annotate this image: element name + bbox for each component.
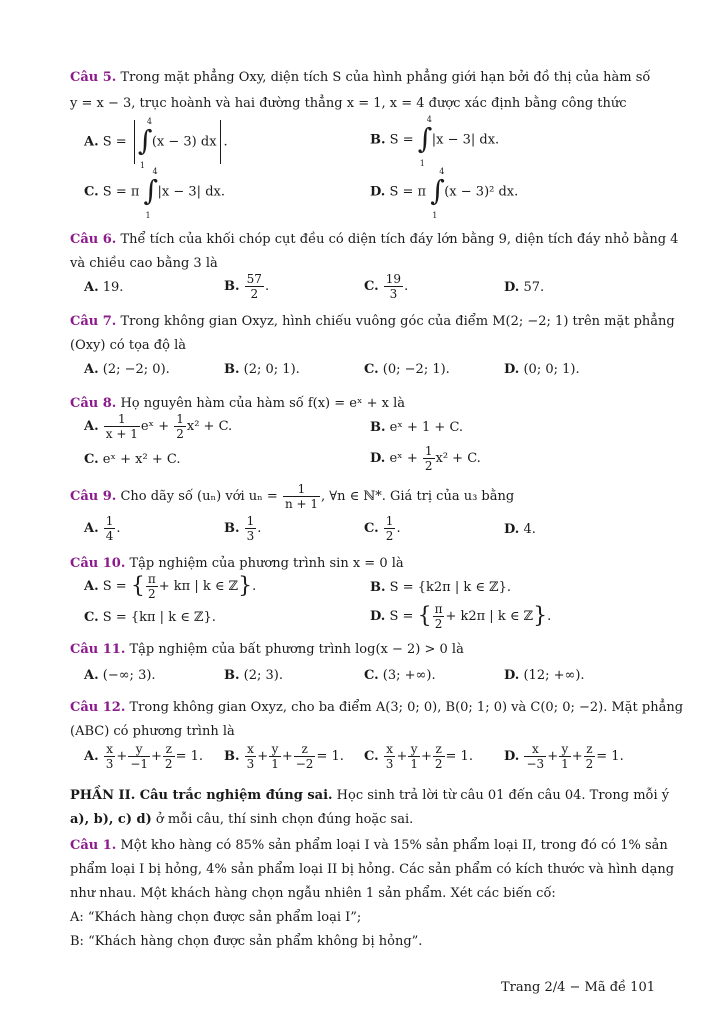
q12-line1: Câu 12. Trong không gian Oxyz, cho ba điểm A(3; 0; 0), B(0; 1; 0) và C(0; 0; −2). Mặt phẳng	[70, 700, 684, 715]
q8-option-d[interactable]: D. eˣ + $\frac{1}{2}$ x² + C.	[370, 444, 481, 473]
q12-label: Câu 12.	[70, 700, 126, 715]
q5-label: Câu 5.	[70, 70, 117, 85]
q9-line1: Câu 9. Cho dãy số (uₙ) với uₙ = $\frac{1}{n + 1}$ , ∀n ∈ ℕ*. Giá trị của u₃ bằng	[70, 482, 515, 511]
abs-bar-right	[220, 120, 221, 164]
q10-line1: Câu 10. Tập nghiệm của phương trình sin x = 0 là	[70, 556, 404, 571]
p2q1-line1: Câu 1. Một kho hàng có 85% sản phẩm loại I và 15% sản phẩm loại II, trong đó có 1% sản	[70, 838, 668, 853]
fraction: $\frac{\pi}{2}$	[434, 602, 443, 631]
fraction: $\frac{1}{n + 1}$	[284, 482, 318, 511]
q5-option-c[interactable]	[84, 167, 225, 220]
q10-label: Câu 10.	[70, 556, 126, 571]
q10-option-b[interactable]: B. S = {k2π | k ∈ ℤ}.	[370, 580, 511, 595]
q7-line2: (Oxy) có tọa độ là	[70, 338, 186, 353]
q8-option-c[interactable]: C. eˣ + x² + C.	[84, 452, 181, 467]
q11-option-b[interactable]: B. (2; 3).	[224, 668, 283, 683]
q7-line1	[70, 314, 675, 330]
q6-label: Câu 6.	[70, 232, 117, 247]
p2q1-line5: B: “Khách hàng chọn được sản phẩm không bị hỏng”.	[70, 934, 423, 949]
q5-d-s: S = π	[389, 184, 427, 200]
q6-option-b[interactable]: B. $\frac{57}{2}$ .	[224, 272, 270, 301]
q7-option-c[interactable]: C. (0; −2; 1).	[364, 362, 450, 377]
q6-line2: và chiều cao bằng 3 là	[70, 256, 218, 271]
q8-option-a[interactable]: A. $\frac{1}{x + 1}$ eˣ + $\frac{1}{2}$ x² + C.	[84, 412, 233, 441]
q7-option-a[interactable]: A. (2; −2; 0).	[84, 362, 170, 377]
q5-a-s: S =	[102, 134, 127, 150]
fraction: $\frac{1}{4}$	[105, 514, 114, 543]
q9-label: Câu 9.	[70, 489, 117, 504]
q5-a-expr: (x − 3) dx	[151, 134, 217, 150]
fraction: $\frac{1}{2}$	[385, 514, 394, 543]
q5-c-expr: |x − 3| dx.	[157, 184, 225, 200]
q7-label: Câu 7.	[70, 314, 117, 329]
q11-option-c[interactable]: C. (3; +∞).	[364, 668, 436, 683]
q5-d-expr: (x − 3)² dx.	[444, 184, 519, 200]
q6-text1: Thể tích của khối chóp cụt đều có diện tích đáy lớn bằng 9, diện tích đáy nhỏ bằng 4	[116, 232, 679, 247]
q5-c-s: S = π	[102, 184, 140, 200]
q5-b-expr: |x − 3| dx.	[431, 132, 500, 148]
q10-option-d[interactable]: D. S = { $\frac{\pi}{2}$ + k2π | k ∈ ℤ}.	[370, 602, 552, 631]
q11-option-a[interactable]: A. (−∞; 3).	[84, 668, 156, 683]
q6-option-d[interactable]: D. 57.	[504, 280, 545, 295]
part2-line1: PHẦN II. Câu trắc nghiệm đúng sai. Học sinh trả lời từ câu 01 đến câu 04. Trong mỗi ý	[70, 788, 670, 803]
q5-line1	[70, 70, 650, 86]
fraction: $\frac{\pi}{2}$	[147, 572, 156, 601]
q9-option-b[interactable]: B. $\frac{1}{3}$ .	[224, 514, 262, 543]
fraction: $\frac{1}{3}$	[246, 514, 255, 543]
q12-line2: (ABC) có phương trình là	[70, 724, 235, 739]
q6-line1	[70, 232, 678, 248]
fraction: $\frac{19}{3}$	[385, 272, 402, 301]
q7-option-d[interactable]: D. (0; 0; 1).	[504, 362, 580, 377]
q5-a-letter: A.	[84, 134, 99, 150]
p2q1-line2: phẩm loại I bị hỏng, 4% sản phẩm loại II bị hỏng. Các sản phẩm có kích thước và hình dạng	[70, 862, 675, 877]
p2q1-label: Câu 1.	[70, 838, 117, 853]
integral-sign: ∫ 4 1	[417, 115, 433, 168]
fraction: $\frac{1}{x + 1}$	[105, 412, 138, 441]
integral-sign: ∫ 4 1	[143, 167, 159, 220]
p2q1-line4: A: “Khách hàng chọn được sản phẩm loại I”;	[70, 910, 362, 925]
q6-option-c[interactable]: C. $\frac{19}{3}$ .	[364, 272, 409, 301]
q5-d-letter: D.	[370, 184, 386, 200]
q8-line1	[70, 396, 405, 412]
q9-option-c[interactable]: C. $\frac{1}{2}$ .	[364, 514, 401, 543]
integral-sign: ∫ 4 1	[137, 117, 153, 170]
fraction: $\frac{1}{2}$	[424, 444, 433, 473]
q8-text1: Họ nguyên hàm của hàm số f(x) = eˣ + x là	[116, 396, 406, 411]
q6-option-a[interactable]: A. 19.	[84, 280, 124, 295]
q11-label: Câu 11.	[70, 642, 126, 657]
q8-label: Câu 8.	[70, 396, 117, 411]
q5-text1: Trong mặt phẳng Oxy, diện tích S của hình phẳng giới hạn bởi đồ thị của hàm số	[116, 70, 651, 85]
q12-option-c[interactable]: C. $\frac{x}{3}$ + $\frac{y}{1}$ + $\frac{z}{2}$ = 1.	[364, 742, 473, 771]
q12-option-b[interactable]: B. $\frac{x}{3}$ + $\frac{y}{1}$ + $\frac{z}{-2}$ = 1.	[224, 742, 344, 771]
page-footer: Trang 2/4 − Mã đề 101	[500, 980, 655, 995]
fraction: $\frac{1}{2}$	[176, 412, 184, 441]
q11-option-d[interactable]: D. (12; +∞).	[504, 668, 585, 683]
q7-option-b[interactable]: B. (2; 0; 1).	[224, 362, 300, 377]
q5-line2: y = x − 3, trục hoành và hai đường thẳng x = 1, x = 4 được xác định bằng công thức	[70, 96, 627, 111]
q5-b-letter: B.	[370, 132, 386, 148]
p2q1-line3: như nhau. Một khách hàng chọn ngẫu nhiên 1 sản phẩm. Xét các biến cố:	[70, 886, 556, 901]
abs-bar-left	[134, 120, 135, 164]
q5-option-d[interactable]	[370, 167, 519, 220]
fraction: $\frac{57}{2}$	[246, 272, 262, 301]
q10-option-c[interactable]: C. S = {kπ | k ∈ ℤ}.	[84, 610, 216, 625]
q7-text1: Trong không gian Oxyz, hình chiếu vuông góc của điểm M(2; −2; 1) trên mặt phẳng	[116, 314, 675, 329]
q12-option-a[interactable]: A. $\frac{x}{3}$ + $\frac{y}{-1}$ + $\frac{z}{2}$ = 1.	[84, 742, 203, 771]
q11-line1: Câu 11. Tập nghiệm của bất phương trình log(x − 2) > 0 là	[70, 642, 464, 657]
q5-b-s: S =	[389, 132, 414, 148]
q10-option-a[interactable]: A. S = { $\frac{\pi}{2}$ + kπ | k ∈ ℤ}.	[84, 572, 257, 601]
q9-option-a[interactable]: A. $\frac{1}{4}$ .	[84, 514, 121, 543]
part2-line2: a), b), c) d) ở mỗi câu, thí sinh chọn đúng hoặc sai.	[70, 812, 414, 827]
q12-option-d[interactable]: D. $\frac{x}{-3}$ + $\frac{y}{1}$ + $\frac{z}{2}$ = 1.	[504, 742, 624, 771]
q5-option-a[interactable]: A. S = ∫ 4 1 (x − 3) dx .	[84, 117, 228, 170]
q9-option-d[interactable]: D. 4.	[504, 522, 536, 537]
q5-c-letter: C.	[84, 184, 99, 200]
q5-option-b[interactable]	[370, 115, 500, 168]
integral-sign: ∫ 4 1	[430, 167, 445, 220]
part2-title: PHẦN II. Câu trắc nghiệm đúng sai.	[70, 788, 333, 803]
q8-option-b[interactable]: B. eˣ + 1 + C.	[370, 420, 464, 435]
